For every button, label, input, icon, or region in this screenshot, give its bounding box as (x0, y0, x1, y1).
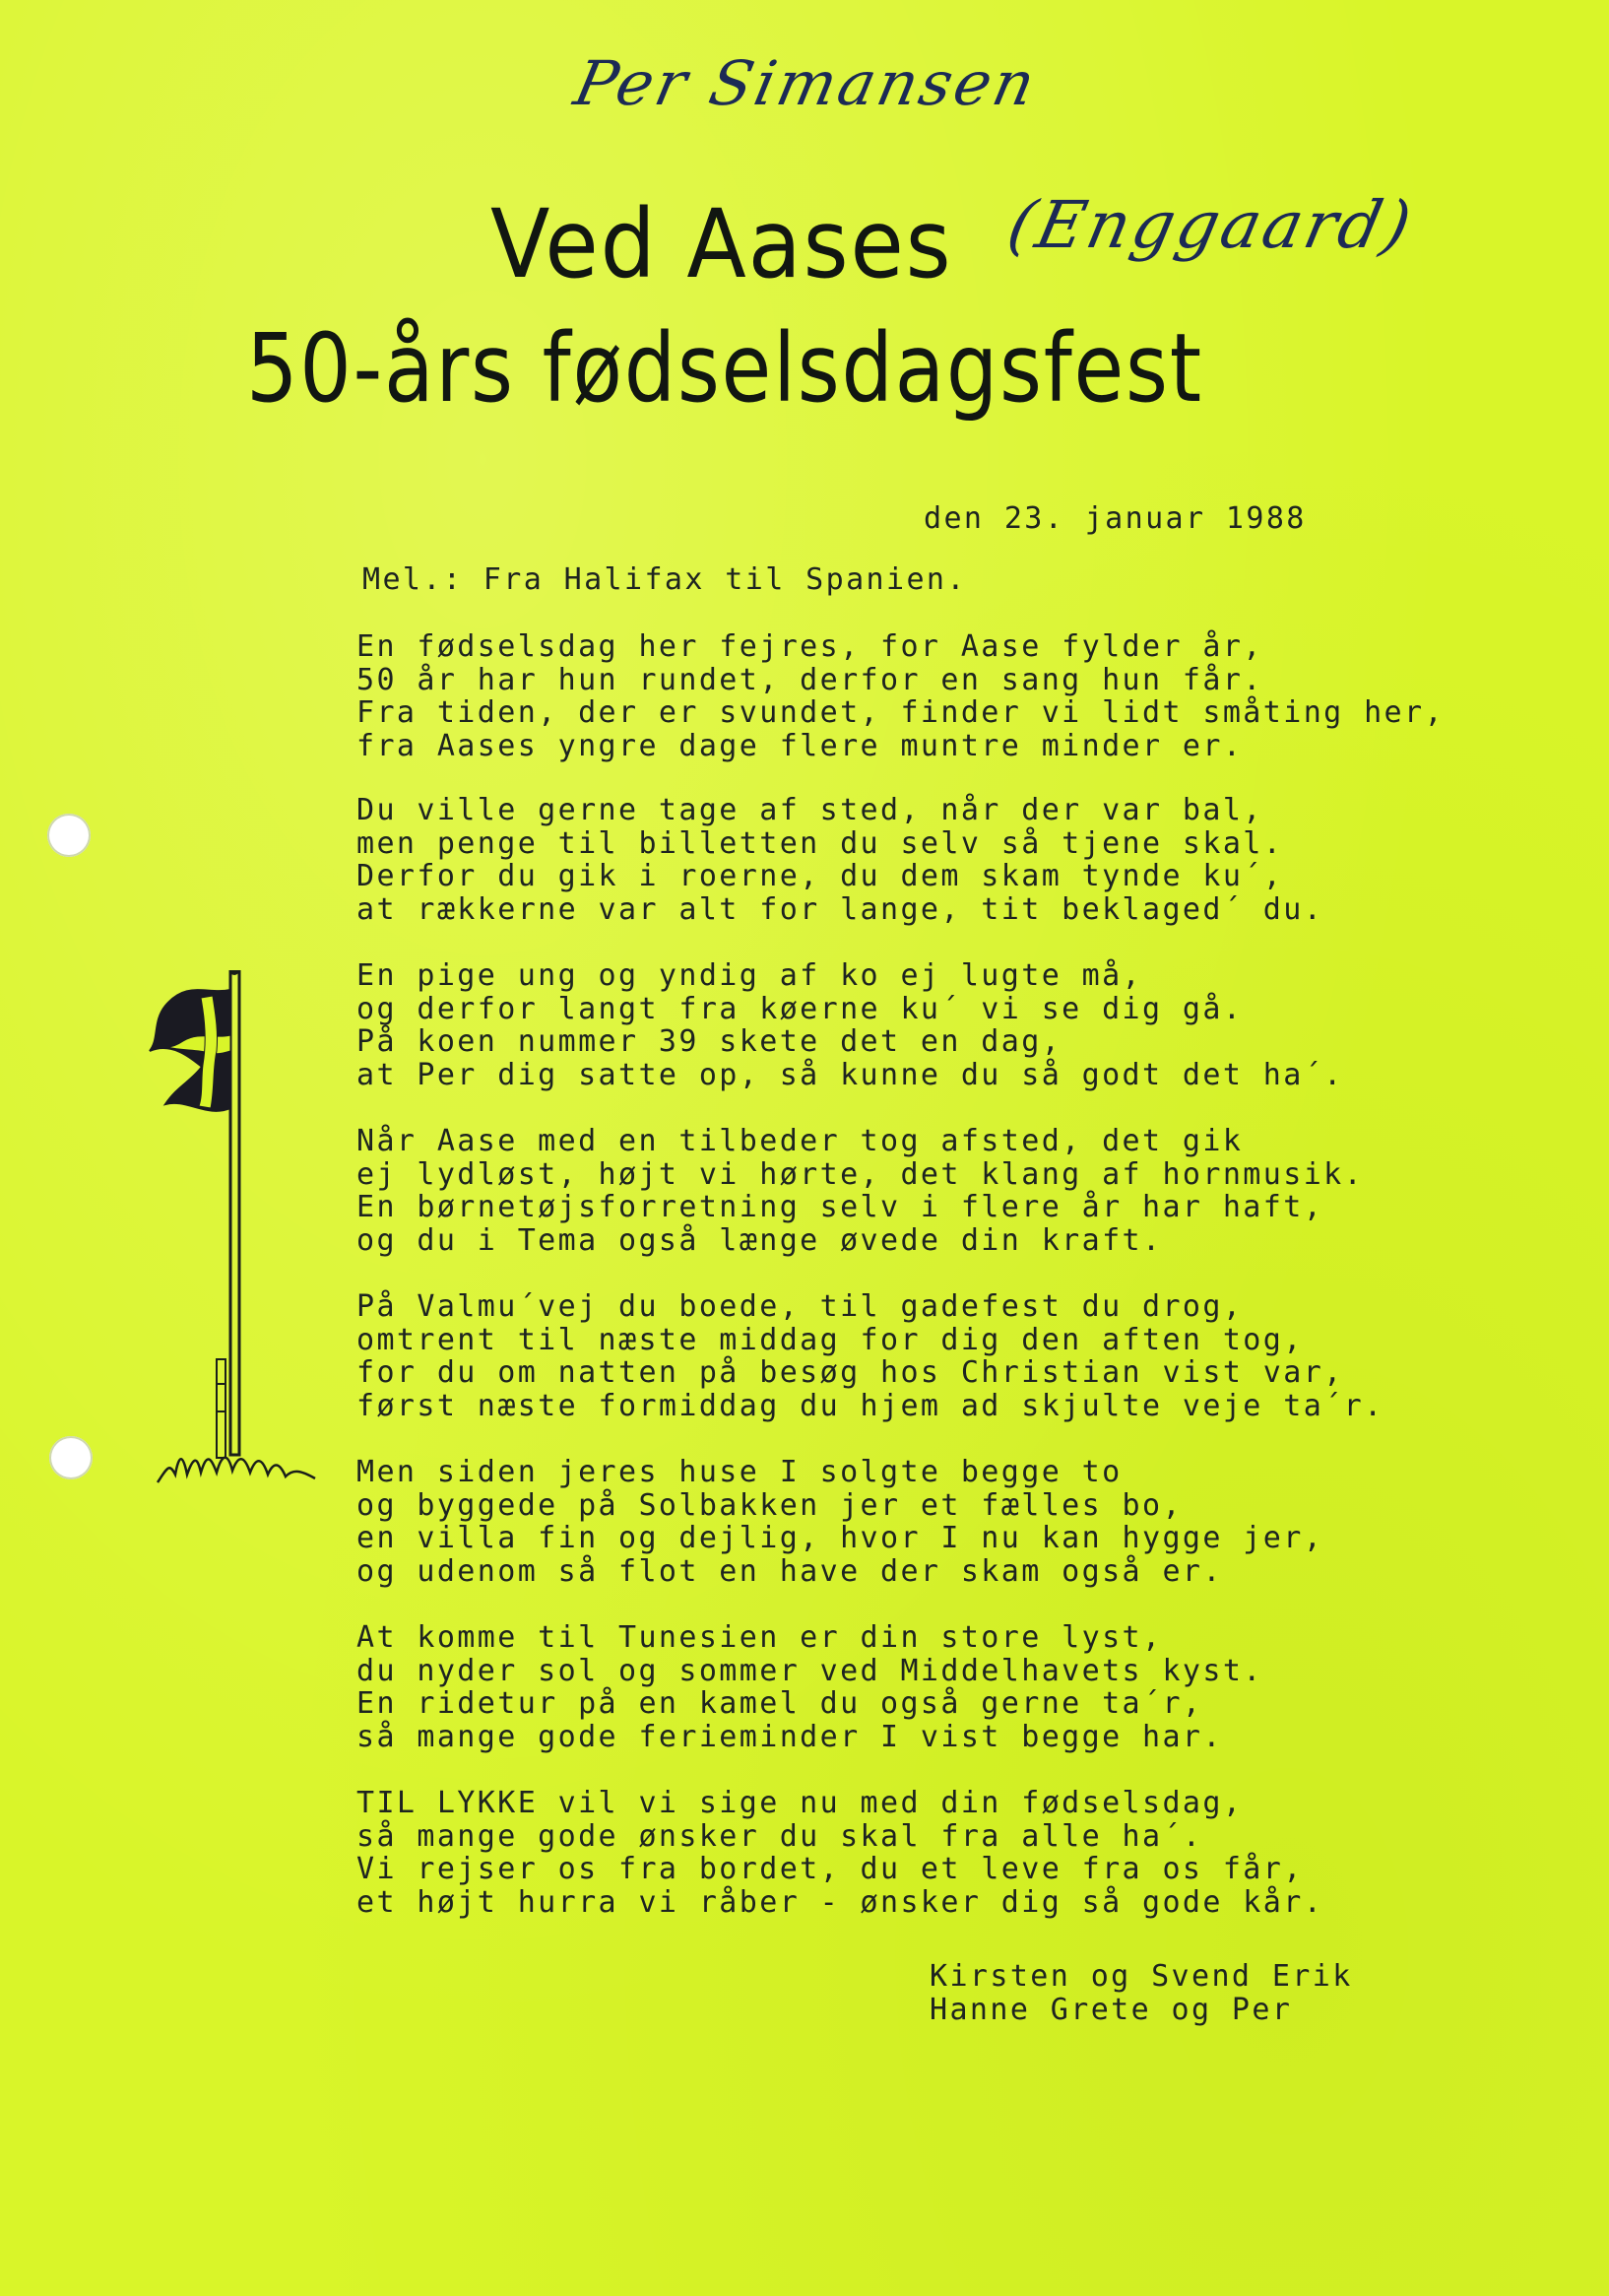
stanza-5 (356, 1290, 1384, 1422)
verse-line: du nyder sol og sommer ved Middelhavets kyst. (356, 1653, 1263, 1688)
verse-line: En fødselsdag her fejres, for Aase fylder år, (356, 629, 1263, 664)
verse-line: først næste formiddag du hjem ad skjulte veje ta´r. (356, 1388, 1384, 1423)
verse-line: ej lydløst, højt vi hørte, det klang af hornmusik. (356, 1156, 1365, 1192)
verse-line: Du ville gerne tage af sted, når der var bal, (356, 793, 1263, 827)
verse-line: 50 år har hun rundet, derfor en sang hun får. (356, 662, 1263, 697)
verse-line: En ridetur på en kamel du også gerne ta´r, (356, 1686, 1203, 1721)
verse-line: På koen nummer 39 skete det en dag, (356, 1024, 1062, 1059)
signature-line: Kirsten og Svend Erik (930, 1959, 1353, 1994)
signature-line: Hanne Grete og Per (930, 1993, 1293, 2027)
handwritten-author-note: Per Simansen (568, 47, 1045, 119)
verse-line: Vi rejser os fra bordet, du et leve fra os får, (356, 1852, 1304, 1886)
page-title-line-1: Ved Aases (490, 189, 953, 299)
melody-line: Mel.: Fra Halifax til Spanien. (362, 562, 967, 597)
verse-line: fra Aases yngre dage flere muntre minder er. (356, 728, 1244, 763)
stanza-3 (356, 959, 1344, 1091)
flag-pole-icon (148, 970, 335, 1492)
verse-line: TIL LYKKE vil vi sige nu med din fødselsdag, (356, 1786, 1244, 1820)
verse-line: så mange gode ferieminder I vist begge har. (356, 1719, 1223, 1754)
date-line: den 23. januar 1988 (924, 501, 1307, 536)
verse-line: En pige ung og yndig af ko ej lugte må, (356, 958, 1142, 993)
stanza-7 (356, 1621, 1263, 1753)
verse-line: En børnetøjsforretning selv i flere år har haft, (356, 1190, 1324, 1224)
verse-line: Derfor du gik i roerne, du dem skam tynde ku´, (356, 859, 1284, 893)
verse-line: en villa fin og dejlig, hvor I nu kan hygge jer, (356, 1521, 1324, 1555)
punch-hole-bottom (49, 1436, 93, 1479)
verse-line: og du i Tema også længe øvede din kraft. (356, 1222, 1163, 1258)
verse-line: og udenom så flot en have der skam også er. (356, 1553, 1223, 1589)
punch-hole-top (47, 814, 91, 857)
verse-line: at rækkerne var alt for lange, tit beklaged´ du. (356, 891, 1324, 927)
verse-line: På Valmu´vej du boede, til gadefest du drog, (356, 1289, 1244, 1324)
verse-line: og byggede på Solbakken jer et fælles bo, (356, 1487, 1183, 1523)
stanza-6 (356, 1456, 1323, 1588)
page-title-line-2: 50-års fødselsdagsfest (246, 313, 1203, 424)
stanza-8 (356, 1787, 1323, 1919)
verse-line: Men siden jeres huse I solgte begge to (356, 1455, 1123, 1489)
verse-line: At komme til Tunesien er din store lyst, (356, 1620, 1163, 1655)
stanza-2 (356, 794, 1323, 926)
verse-line: men penge til billetten du selv så tjene skal. (356, 825, 1284, 861)
verse-line: Fra tiden, der er svundet, finder vi lidt småting her, (356, 695, 1445, 730)
verse-line: at Per dig satte op, så kunne du så godt det ha´. (356, 1057, 1344, 1092)
verse-line: for du om natten på besøg hos Christian vist var, (356, 1355, 1344, 1390)
stanza-4 (356, 1125, 1364, 1257)
verse-line: et højt hurra vi råber - ønsker dig så gode kår. (356, 1884, 1324, 1920)
verse-line: og derfor langt fra køerne ku´ vi se dig gå. (356, 991, 1244, 1026)
stanza-1 (356, 630, 1445, 762)
handwritten-surname-note: (Enggaard) (1000, 187, 1421, 263)
verse-line: Når Aase med en tilbeder tog afsted, det gik (356, 1124, 1244, 1158)
verse-line: omtrent til næste middag for dig den aften tog, (356, 1322, 1304, 1357)
signature-block (930, 1960, 1353, 2027)
verse-line: så mange gode ønsker du skal fra alle ha´. (356, 1818, 1203, 1854)
